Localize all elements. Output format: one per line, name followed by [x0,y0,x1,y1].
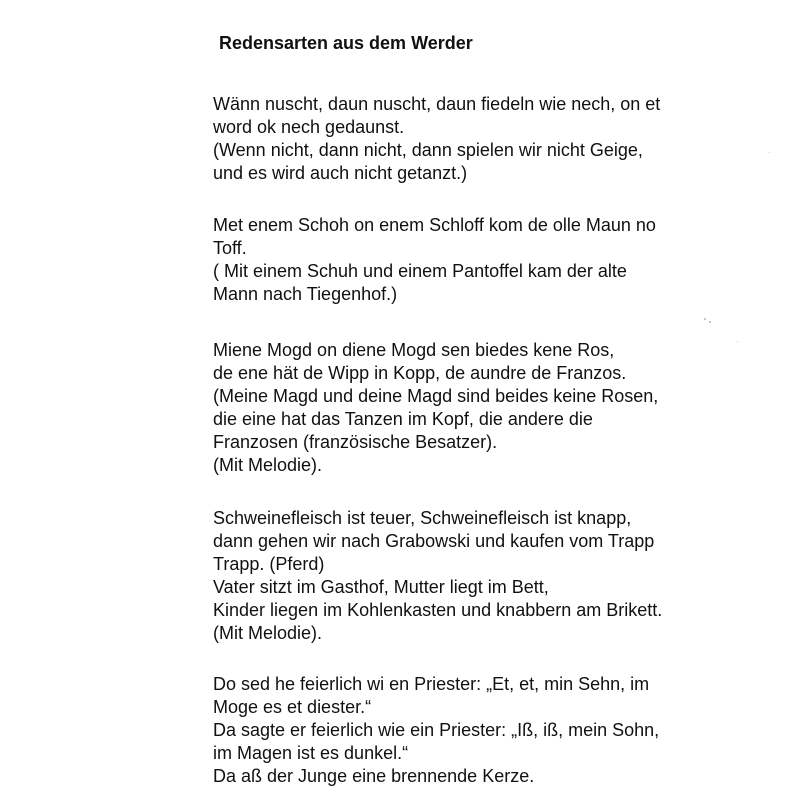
scan-speck [737,341,738,342]
text-line: im Magen ist es dunkel.“ [213,743,409,763]
text-line: (Wenn nicht, dann nicht, dann spielen wir nicht Geige, [213,140,643,160]
text-line: Vater sitzt im Gasthof, Mutter liegt im Bett, [213,577,549,597]
text-line: dann gehen wir nach Grabowski und kaufen vom Trapp [213,531,655,551]
text-line: Do sed he feierlich wi en Priester: „Et, et, min Sehn, im [213,674,650,694]
text-line: Wänn nuscht, daun nuscht, daun fiedeln wie nech, on et [213,94,661,114]
text-line: Toff. [213,238,247,258]
text-line: Franzosen (französische Besatzer). [213,432,498,452]
text-line: Da sagte er feierlich wie ein Priester: „Iß, iß, mein Sohn, [213,720,660,740]
text-line: Kinder liegen im Kohlenkasten und knabbern am Brikett. [213,600,663,620]
scan-speck [709,321,711,323]
text-line: Mann nach Tiegenhof.) [213,284,398,304]
scan-speck [704,318,706,320]
text-line: Schweinefleisch ist teuer, Schweinefleisch ist knapp, [213,508,632,528]
text-line: Miene Mogd on diene Mogd sen biedes kene Ros, [213,340,615,360]
text-line: word ok nech gedaunst. [213,117,405,137]
saying-block-5 [213,673,683,788]
saying-block-4 [213,507,683,645]
text-line: Met enem Schoh on enem Schloff kom de olle Maun no [213,215,656,235]
text-line: und es wird auch nicht getanzt.) [213,163,468,183]
text-line: die eine hat das Tanzen im Kopf, die andere die [213,409,593,429]
document-title: Redensarten aus dem Werder [219,33,473,53]
saying-block-1 [213,93,683,185]
text-line: Moge es et diester.“ [213,697,372,717]
text-line: (Mit Melodie). [213,623,323,643]
scan-speck [769,152,770,153]
text-line: Trapp. (Pferd) [213,554,325,574]
text-line: (Mit Melodie). [213,455,323,475]
text-line: ( Mit einem Schuh und einem Pantoffel kam der alte [213,261,627,281]
saying-block-3 [213,339,683,477]
text-line: de ene hät de Wipp in Kopp, de aundre de Franzos. [213,363,627,383]
text-line: Da aß der Junge eine brennende Kerze. [213,766,535,786]
saying-block-2 [213,214,683,306]
text-line: (Meine Magd und deine Magd sind beides keine Rosen, [213,386,659,406]
